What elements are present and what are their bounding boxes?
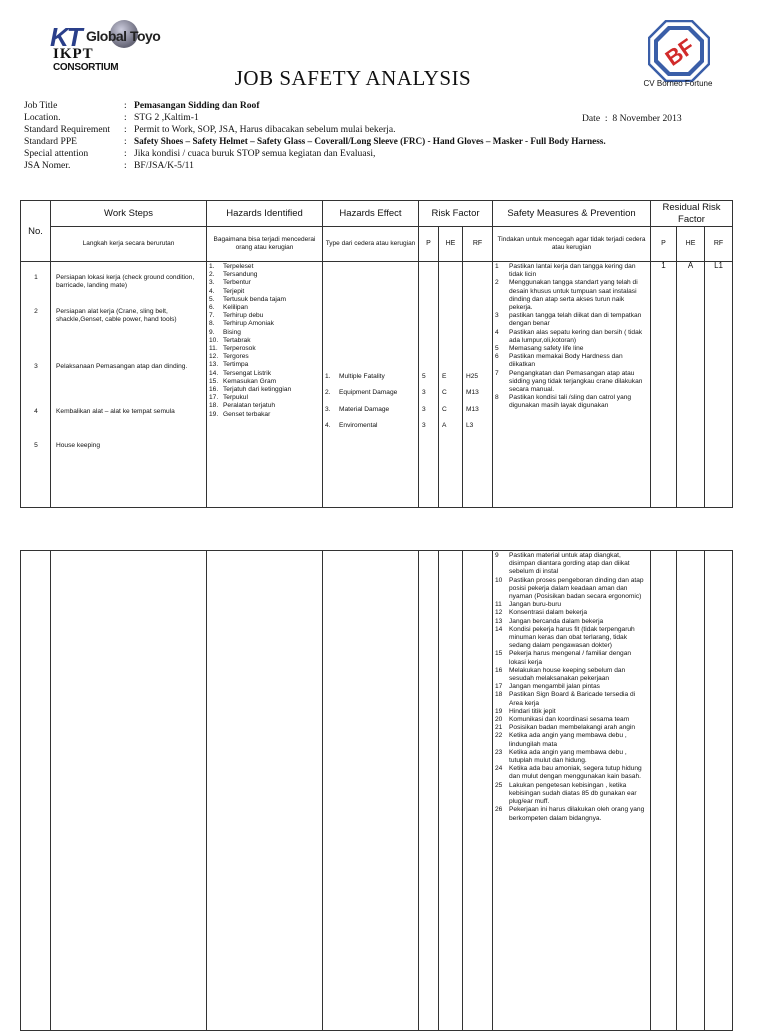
work-steps-column bbox=[51, 262, 207, 508]
measure-item-text: Jangan mengambil jalan pintas bbox=[509, 683, 600, 691]
measure-item-number: 8 bbox=[495, 394, 499, 402]
standard-requirement-value: Permit to Work, SOP, JSA, Harus dibacakan sebelum mulai bekerja. bbox=[134, 124, 396, 135]
measure-item-number: 11 bbox=[495, 601, 502, 609]
hazard-item-number: 11. bbox=[209, 345, 218, 353]
measure-item bbox=[495, 312, 648, 328]
risk-he-column bbox=[439, 262, 463, 508]
measure-item-text: Hindari titik jepit bbox=[509, 707, 556, 715]
hazard-item bbox=[209, 353, 320, 361]
measure-item-number: 23 bbox=[495, 748, 503, 756]
measure-item bbox=[495, 370, 648, 395]
effect-item-number: 2. bbox=[325, 389, 331, 397]
header-residual-risk: Residual Risk Factor bbox=[651, 201, 733, 227]
residual-p: 1 bbox=[651, 262, 677, 508]
hazard-item-number: 6. bbox=[209, 304, 215, 312]
measure-item bbox=[495, 732, 648, 748]
header-hazards-effect: Hazards Effect bbox=[323, 201, 419, 227]
measure-item bbox=[495, 626, 648, 651]
header-hazards-identified-sub: Bagaimana bisa terjadi mencederai orang atau kerugian bbox=[207, 227, 323, 262]
step-text: Persiapan alat kerja (Crane, sling belt, shackle,Genset, cable power, hand tools) bbox=[56, 308, 177, 324]
hazard-item bbox=[209, 370, 320, 378]
borneo-fortune-caption: CV Borneo Fortune bbox=[643, 79, 713, 88]
measure-item bbox=[495, 552, 648, 577]
risk-p-value: 3 bbox=[422, 422, 426, 430]
effect-item-text: Multiple Fatality bbox=[339, 373, 385, 380]
measure-item-text: Pastikan memakai Body Hardness dan diikatkan bbox=[509, 353, 623, 369]
measure-item bbox=[495, 609, 648, 617]
hazard-item bbox=[209, 337, 320, 345]
risk-he-value: C bbox=[442, 405, 447, 413]
logo-consortium-text: CONSORTIUM bbox=[53, 62, 119, 73]
measure-item bbox=[495, 353, 648, 369]
effect-item-number: 1. bbox=[325, 373, 331, 380]
header-residual-p: P bbox=[651, 227, 677, 262]
empty-cell bbox=[705, 551, 733, 1031]
hazard-item bbox=[209, 312, 320, 320]
measure-item-text: Ketika ada angin yang membawa debu , tutuplah mulut dan hidung. bbox=[509, 748, 627, 765]
hazard-item-number: 7. bbox=[209, 312, 215, 320]
hazard-item-number: 3. bbox=[209, 279, 215, 287]
measure-item-text: Pastikan alas sepatu kering dan bersih ( tidak ada lumpur,oli,kotoran) bbox=[509, 328, 643, 344]
measure-item bbox=[495, 708, 648, 716]
hazard-item-number: 8. bbox=[209, 320, 215, 328]
measure-item-number: 10 bbox=[495, 576, 503, 584]
header-no: No. bbox=[21, 201, 51, 262]
date-label: Date bbox=[582, 113, 601, 124]
measure-item-number: 26 bbox=[495, 806, 503, 814]
hazard-item-text: Kelilipan bbox=[223, 304, 248, 312]
risk-he-value: E bbox=[442, 373, 447, 380]
hazard-item bbox=[209, 263, 320, 271]
effect-item bbox=[325, 406, 416, 422]
measure-item-text: Pastikan Sign Board & Baricade tersedia di Area kerja bbox=[509, 691, 636, 707]
jsa-number-value: BF/JSA/K-5/11 bbox=[134, 160, 194, 171]
hazard-item-number: 13. bbox=[209, 361, 219, 369]
hazard-item-number: 17. bbox=[209, 394, 219, 402]
empty-cell bbox=[21, 551, 51, 1031]
measure-item bbox=[495, 345, 648, 353]
hazard-item-text: Tertimpa bbox=[223, 361, 249, 369]
measure-item-text: Komunikasi dan koordinasi sesama team bbox=[509, 716, 630, 724]
risk-rf-value: M13 bbox=[466, 389, 479, 397]
hazard-item bbox=[209, 329, 320, 337]
measure-item-text: Menggunakan tangga standart yang telah di desain khusus untuk tumpuan saat instalasi dinding dan atap serta akses turun naik pekerja. bbox=[509, 279, 638, 312]
risk-rf-column bbox=[463, 262, 493, 508]
empty-cell bbox=[463, 551, 493, 1031]
measure-item-number: 17 bbox=[495, 683, 503, 691]
measure-item-number: 2 bbox=[495, 279, 499, 287]
hazards-list bbox=[207, 262, 323, 508]
header-rf: RF bbox=[463, 227, 493, 262]
table-row bbox=[21, 262, 733, 508]
measure-item-text: Memasang safety life line bbox=[509, 345, 584, 353]
location-label: Location. bbox=[24, 112, 61, 123]
header-residual-rf: RF bbox=[705, 227, 733, 262]
special-attention-label: Special attention bbox=[24, 148, 89, 159]
hazard-item-text: Tergores bbox=[223, 353, 249, 361]
hazard-item bbox=[209, 394, 320, 402]
header-residual-he: HE bbox=[677, 227, 705, 262]
header-p: P bbox=[419, 227, 439, 262]
effect-item-number: 4. bbox=[325, 422, 331, 430]
risk-rf-value: H25 bbox=[466, 373, 479, 380]
special-attention-value: Jika kondisi / cuaca buruk STOP semua kegiatan dan Evaluasi, bbox=[134, 148, 376, 159]
hazard-item-text: Terjepit bbox=[223, 287, 245, 295]
effect-item-text: Material Damage bbox=[339, 405, 390, 413]
measure-item bbox=[495, 329, 648, 345]
risk-he-value: A bbox=[442, 422, 447, 430]
colon: : bbox=[124, 100, 127, 111]
hazard-item-number: 1. bbox=[209, 263, 215, 270]
hazard-item-text: Tertusuk benda tajam bbox=[223, 295, 287, 303]
risk-rf-value: M13 bbox=[466, 405, 479, 413]
measure-item-text: Ketika ada angin yang membawa debu , lindungilah mata bbox=[509, 732, 627, 748]
hazard-item-text: Bising bbox=[223, 328, 241, 336]
measure-item bbox=[495, 683, 648, 691]
measure-item-number: 16 bbox=[495, 666, 503, 674]
hazard-item-number: 9. bbox=[209, 328, 215, 336]
safety-measures-list bbox=[493, 262, 651, 508]
measure-item bbox=[495, 618, 648, 626]
hazard-item-text: Terbentur bbox=[223, 279, 251, 287]
hazard-item bbox=[209, 296, 320, 304]
measure-item-number: 19 bbox=[495, 707, 503, 715]
header-safety-measures: Safety Measures & Prevention bbox=[493, 201, 651, 227]
hazard-item-number: 2. bbox=[209, 271, 215, 279]
hazard-item-text: Terjatuh dari ketinggian bbox=[223, 386, 292, 394]
bf-logo-text: BF bbox=[660, 33, 700, 71]
hazard-item-text: Tertabrak bbox=[223, 336, 251, 344]
measure-item-number: 7 bbox=[495, 369, 499, 377]
hazard-item-text: Tersengat Listrik bbox=[223, 369, 272, 377]
measure-item bbox=[495, 765, 648, 781]
empty-cell bbox=[207, 551, 323, 1031]
hazard-item-text: Tersandung bbox=[223, 271, 258, 279]
hazard-item bbox=[209, 402, 320, 410]
measure-item-text: Jangan bercanda dalam bekerja bbox=[509, 617, 604, 625]
effect-item bbox=[325, 389, 416, 405]
measure-item bbox=[495, 724, 648, 732]
effect-item-text: Equipment Damage bbox=[339, 389, 398, 397]
measure-item-text: pastikan tangga telah diikat dan di tempatkan dengan benar bbox=[509, 312, 642, 328]
step-no: 5 bbox=[34, 442, 38, 449]
logo-kt-text: KT bbox=[50, 22, 81, 52]
effect-item bbox=[325, 422, 416, 438]
measure-item-number: 4 bbox=[495, 328, 499, 336]
risk-p-column bbox=[419, 262, 439, 508]
measure-item bbox=[495, 782, 648, 807]
step-text: House keeping bbox=[56, 442, 100, 449]
residual-rf: L1 bbox=[705, 262, 733, 508]
jsa-table-page-2 bbox=[20, 550, 733, 1031]
measure-item-text: Pastikan lantai kerja dan tangga kering dan tidak licin bbox=[509, 263, 636, 279]
empty-cell bbox=[439, 551, 463, 1031]
measure-item-text: Pengangkatan dan Pemasangan atap atau sidding yang tidak terjangkau crane dilakukan secara manual. bbox=[509, 369, 643, 394]
hazard-item-text: Peralatan terjatuh bbox=[223, 402, 276, 410]
measure-item bbox=[495, 601, 648, 609]
hazard-item-number: 19. bbox=[209, 410, 219, 418]
header-hazards-effect-sub: Type dari cedera atau kerugian bbox=[323, 227, 419, 262]
hazard-item-text: Terpeleset bbox=[223, 263, 254, 270]
risk-p-value: 3 bbox=[422, 389, 426, 397]
measure-item-number: 15 bbox=[495, 650, 503, 658]
step-no: 3 bbox=[34, 363, 38, 370]
step-no: 2 bbox=[34, 308, 38, 315]
date-field: Date : 8 November 2013 bbox=[582, 113, 682, 124]
hazard-item bbox=[209, 320, 320, 328]
hazard-item bbox=[209, 279, 320, 287]
hazard-item-number: 10. bbox=[209, 336, 219, 344]
residual-he: A bbox=[677, 262, 705, 508]
date-value: 8 November 2013 bbox=[612, 113, 682, 124]
hazard-item bbox=[209, 386, 320, 394]
measure-item-text: Jangan buru-buru bbox=[509, 601, 562, 609]
measure-item bbox=[495, 691, 648, 707]
measure-item-number: 25 bbox=[495, 781, 503, 789]
measure-item-text: Pekerjaan ini harus dilakukan oleh orang yang berkompeten dalam bidangnya. bbox=[509, 806, 645, 822]
measure-item bbox=[495, 716, 648, 724]
effects-list bbox=[323, 262, 419, 508]
standard-requirement-label: Standard Requirement bbox=[24, 124, 111, 135]
hazard-item bbox=[209, 271, 320, 279]
measure-item-number: 22 bbox=[495, 732, 503, 740]
risk-rf-value: L3 bbox=[466, 422, 474, 430]
measure-item-number: 6 bbox=[495, 353, 499, 361]
job-title-label: Job Title bbox=[24, 100, 58, 111]
step-no-column bbox=[21, 262, 51, 508]
measure-item-number: 18 bbox=[495, 691, 503, 699]
hazard-item-number: 14. bbox=[209, 369, 219, 377]
step-text: Persiapan lokasi kerja (check ground condition, barricade, landing mate) bbox=[56, 274, 195, 290]
measure-item-text: Posisikan badan membelakangi arah angin bbox=[509, 724, 636, 732]
measure-item bbox=[495, 650, 648, 666]
logo-global-toyo-text: Global Toyo bbox=[86, 28, 161, 44]
colon: : bbox=[124, 136, 127, 147]
location-value: STG 2 ,Kaltim-1 bbox=[134, 112, 199, 123]
header-hazards-identified: Hazards Identified bbox=[207, 201, 323, 227]
measure-item bbox=[495, 667, 648, 683]
measure-item bbox=[495, 749, 648, 765]
colon: : bbox=[124, 124, 127, 135]
hazard-item bbox=[209, 361, 320, 369]
empty-cell bbox=[51, 551, 207, 1031]
hazard-item-text: Terperosok bbox=[223, 345, 256, 353]
hazard-item bbox=[209, 411, 320, 419]
step-text: Kembalikan alat – alat ke tempat semula bbox=[56, 408, 175, 415]
hazard-item-number: 18. bbox=[209, 402, 219, 410]
measure-item-number: 20 bbox=[495, 716, 503, 724]
hazard-item-text: Terhirup Amoniak bbox=[223, 320, 274, 328]
step-text: Pelaksanaan Pemasangan atap dan dinding. bbox=[56, 363, 188, 370]
empty-cell bbox=[677, 551, 705, 1031]
colon: : bbox=[124, 112, 127, 123]
hazard-item-number: 4. bbox=[209, 287, 215, 295]
borneo-fortune-logo bbox=[644, 20, 714, 84]
step-no: 4 bbox=[34, 408, 38, 415]
hazard-item-number: 5. bbox=[209, 295, 215, 303]
measure-item-number: 9 bbox=[495, 552, 499, 559]
risk-p-value: 3 bbox=[422, 405, 426, 413]
step-no: 1 bbox=[34, 274, 38, 281]
header-risk-factor: Risk Factor bbox=[419, 201, 493, 227]
hazard-item-text: Kemasukan Gram bbox=[223, 377, 277, 385]
measure-item-number: 21 bbox=[495, 724, 503, 732]
measure-item-text: Pekerja harus mengenal / familiar dengan lokasi kerja bbox=[509, 650, 632, 666]
header-work-steps: Work Steps bbox=[51, 201, 207, 227]
measure-item bbox=[495, 577, 648, 602]
safety-measures-list-continued bbox=[493, 551, 651, 1031]
hazard-item-number: 16. bbox=[209, 386, 219, 394]
hazard-item bbox=[209, 304, 320, 312]
header-he: HE bbox=[439, 227, 463, 262]
jsa-number-label: JSA Nomer. bbox=[24, 160, 71, 171]
measure-item bbox=[495, 279, 648, 312]
measure-item-text: Konsentrasi dalam bekerja bbox=[509, 609, 588, 617]
measure-item-number: 3 bbox=[495, 312, 499, 320]
measure-item-number: 13 bbox=[495, 617, 503, 625]
hazard-item-number: 12. bbox=[209, 353, 219, 361]
measure-item-number: 5 bbox=[495, 345, 499, 353]
measure-item-text: Kondisi pekerja harus fit (tidak terpengaruh minuman keras dan obat terlarang, tidak sedang dalam pengawasan dokter) bbox=[509, 625, 635, 650]
measure-item-number: 1 bbox=[495, 263, 499, 270]
risk-p-value: 5 bbox=[422, 373, 426, 380]
logo-ikpt-text: IKPT bbox=[53, 46, 94, 62]
measure-item bbox=[495, 806, 648, 822]
hazard-item-text: Genset terbakar bbox=[223, 410, 271, 418]
colon: : bbox=[124, 148, 127, 159]
measure-item-text: Pastikan material untuk atap diangkat, disimpan diantara gording atap dan diikat sebelum di instal bbox=[509, 552, 630, 576]
measure-item-text: Lakukan pengetesan kebisingan , ketika kebisingan sudah diatas 85 db gunakan ear plug/ear muff. bbox=[509, 781, 637, 806]
standard-ppe-label: Standard PPE bbox=[24, 136, 78, 147]
jsa-table-page-1 bbox=[20, 200, 733, 508]
measure-item-text: Melakukan house keeping sebelum dan sesudah melaksanakan pekerjaan bbox=[509, 666, 626, 683]
header-work-steps-sub: Langkah kerja secara berurutan bbox=[51, 227, 207, 262]
effect-item-number: 3. bbox=[325, 405, 331, 413]
effect-item bbox=[325, 373, 416, 389]
header-safety-measures-sub: Tindakan untuk mencegah agar tidak terjadi cedera atau kerugian bbox=[493, 227, 651, 262]
bf-octagon-icon bbox=[648, 20, 710, 82]
effect-item-text: Enviromental bbox=[339, 422, 378, 430]
job-title-value: Pemasangan Sidding dan Roof bbox=[134, 100, 260, 111]
hazard-item-number: 15. bbox=[209, 377, 219, 385]
measure-item-number: 24 bbox=[495, 765, 503, 773]
measure-item-number: 12 bbox=[495, 609, 503, 617]
table-row bbox=[21, 551, 733, 1031]
hazard-item-text: Terhirup debu bbox=[223, 312, 264, 320]
empty-cell bbox=[651, 551, 677, 1031]
empty-cell bbox=[419, 551, 439, 1031]
hazard-item bbox=[209, 378, 320, 386]
measure-item bbox=[495, 394, 648, 410]
hazard-item-text: Terpukul bbox=[223, 394, 248, 402]
standard-ppe-value: Safety Shoes – Safety Helmet – Safety Glass – Coverall/Long Sleeve (FRC) - Hand Gloves – Masker - Full Body Harness. bbox=[134, 136, 606, 146]
measure-item-number: 14 bbox=[495, 625, 503, 633]
colon: : bbox=[124, 160, 127, 171]
hazard-item bbox=[209, 288, 320, 296]
measure-item-text: Ketika ada bau amoniak, segera tutup hidung dan mulut dengan menggunakan kain basah. bbox=[509, 765, 642, 781]
measure-item-text: Pastikan kondisi tali /sling dan catrol yang digunakan masih layak digunakan bbox=[509, 394, 632, 410]
hazard-item bbox=[209, 345, 320, 353]
document-title: JOB SAFETY ANALYSIS bbox=[234, 66, 472, 90]
risk-he-value: C bbox=[442, 389, 447, 397]
empty-cell bbox=[323, 551, 419, 1031]
measure-item-text: Pastikan proses pengeboran dinding dan atap posisi pekerja dalam keadaan aman dan nyaman (Posisikan badan secara ergonomic) bbox=[509, 576, 644, 601]
measure-item bbox=[495, 263, 648, 279]
